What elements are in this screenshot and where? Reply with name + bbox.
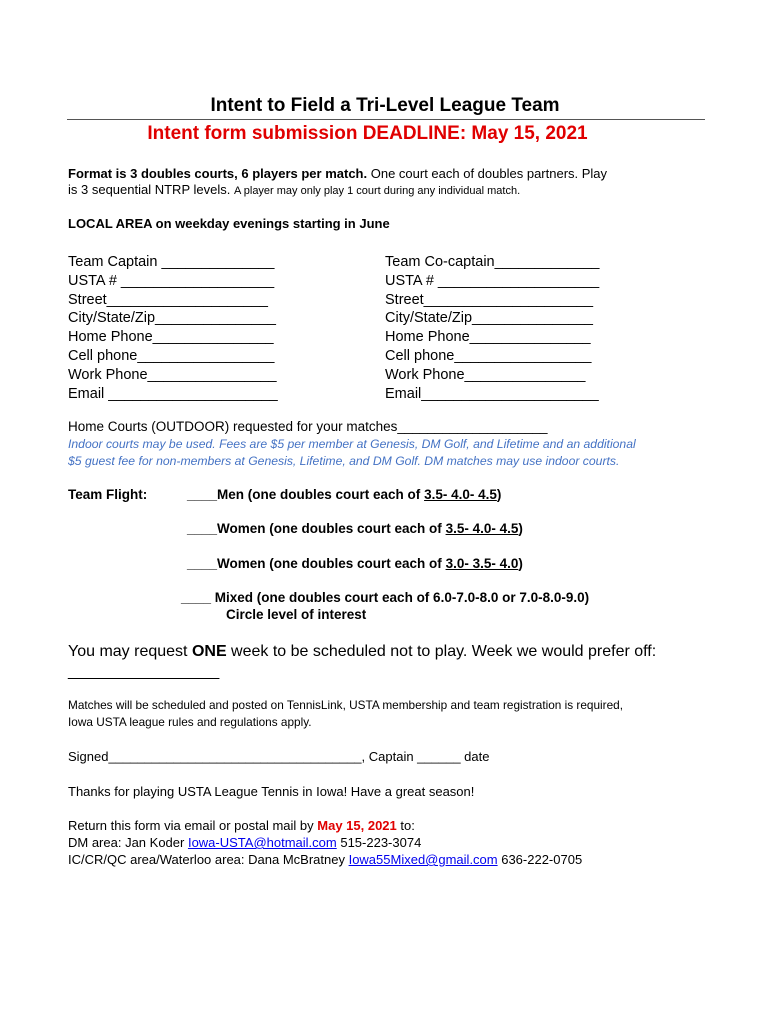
format-line-2-text: is 3 sequential NTRP levels.	[68, 182, 231, 197]
format-line-2	[68, 182, 520, 197]
indoor-courts-note-2: $5 guest fee for non-members at Genesis, Lifetime, and DM Golf. DM matches may use indoor courts.	[68, 454, 620, 468]
flight-option-women-high-text: ____Women (one doubles court each of	[187, 521, 446, 536]
dm-area-contact	[68, 835, 421, 850]
flight-option-mixed[interactable]: ____ Mixed (one doubles court each of 6.0-7.0-8.0 or 7.0-8.0-9.0)	[181, 590, 590, 605]
return-deadline-date: May 15, 2021	[317, 818, 397, 833]
flight-option-women-low[interactable]	[187, 556, 523, 571]
form-title: Intent to Field a Tri-Level League Team	[210, 95, 560, 116]
ic-area-label: IC/CR/QC area/Waterloo area: Dana McBratney	[68, 852, 349, 867]
captain-cell-phone-field[interactable]: Cell phone_________________	[68, 347, 275, 364]
cocaptain-name-field[interactable]: Team Co-captain_____________	[385, 254, 600, 270]
cocaptain-cell-phone-field[interactable]: Cell phone_________________	[385, 347, 592, 364]
captain-name-field[interactable]: Team Captain ______________	[68, 254, 275, 270]
format-bold: Format is 3 doubles courts, 6 players per match.	[68, 166, 368, 181]
dm-area-label: DM area: Jan Koder	[68, 835, 188, 850]
flight-option-men-text: ____Men (one doubles court each of	[187, 487, 425, 502]
home-courts-field[interactable]: Home Courts (OUTDOOR) requested for your matches____________________	[68, 419, 548, 434]
week-off-one: ONE	[191, 643, 227, 660]
week-off-pre: You may request	[68, 643, 192, 660]
flight-option-women-low-close: )	[518, 556, 523, 571]
indoor-courts-note-1: Indoor courts may be used. Fees are $5 per member at Genesis, DM Golf, and Lifetime and an additional	[68, 437, 636, 451]
captain-city-field[interactable]: City/State/Zip_______________	[68, 310, 276, 327]
flight-option-women-high-levels: 3.5- 4.0- 4.5	[445, 521, 519, 536]
return-post: to:	[396, 818, 415, 833]
ic-area-contact	[68, 852, 582, 867]
cocaptain-fields	[385, 253, 599, 403]
flight-option-women-low-levels: 3.0- 3.5- 4.0	[445, 556, 519, 571]
flight-option-men[interactable]	[187, 487, 501, 502]
cocaptain-street-field[interactable]: Street_____________________	[385, 291, 594, 308]
week-off-request	[68, 643, 656, 661]
title-divider	[67, 119, 705, 120]
captain-fields	[68, 253, 278, 403]
deadline-heading: Intent form submission DEADLINE: May 15, 2021	[147, 123, 588, 144]
format-rest: One court each of doubles partners. Play	[370, 166, 608, 181]
cocaptain-usta-field[interactable]: USTA # ____________________	[385, 272, 600, 289]
format-note: A player may only play 1 court during any individual match.	[233, 185, 521, 197]
team-flight-label: Team Flight:	[68, 487, 148, 502]
return-instructions	[68, 818, 415, 833]
captain-work-phone-field[interactable]: Work Phone________________	[68, 366, 277, 383]
return-pre: Return this form via email or postal mail by	[68, 818, 318, 833]
week-off-field[interactable]: _________________	[68, 663, 220, 680]
dm-area-email-link[interactable]: Iowa-USTA@hotmail.com	[187, 835, 337, 850]
flight-option-women-high[interactable]	[187, 521, 523, 536]
captain-email-field[interactable]: Email _____________________	[68, 385, 278, 402]
circle-level-instruction: Circle level of interest	[226, 607, 367, 622]
matches-note-2: Iowa USTA league rules and regulations apply.	[68, 715, 312, 729]
ic-area-email-link[interactable]: Iowa55Mixed@gmail.com	[348, 852, 498, 867]
captain-home-phone-field[interactable]: Home Phone_______________	[68, 329, 274, 346]
cocaptain-work-phone-field[interactable]: Work Phone_______________	[385, 366, 586, 383]
thanks-message: Thanks for playing USTA League Tennis in Iowa! Have a great season!	[68, 784, 475, 799]
ic-area-phone: 636-222-0705	[497, 852, 583, 867]
format-line-1	[68, 166, 607, 181]
cocaptain-home-phone-field[interactable]: Home Phone_______________	[385, 329, 591, 346]
cocaptain-email-field[interactable]: Email______________________	[385, 385, 599, 402]
flight-option-men-levels: 3.5- 4.0- 4.5	[424, 487, 497, 502]
dm-area-phone: 515-223-3074	[336, 835, 422, 850]
cocaptain-city-field[interactable]: City/State/Zip_______________	[385, 310, 593, 327]
flight-option-women-low-text: ____Women (one doubles court each of	[187, 556, 446, 571]
week-off-post: week to be scheduled not to play. Week we would prefer off:	[226, 643, 657, 660]
local-area-heading: LOCAL AREA on weekday evenings starting in June	[68, 216, 390, 231]
signature-line[interactable]: Signed___________________________________, Captain ______ date	[68, 749, 490, 764]
matches-note-1: Matches will be scheduled and posted on TennisLink, USTA membership and team registration is required,	[68, 698, 623, 712]
captain-usta-field[interactable]: USTA # ___________________	[68, 272, 275, 289]
flight-option-men-close: )	[496, 487, 502, 502]
flight-option-women-high-close: )	[518, 521, 523, 536]
captain-street-field[interactable]: Street____________________	[68, 291, 268, 308]
